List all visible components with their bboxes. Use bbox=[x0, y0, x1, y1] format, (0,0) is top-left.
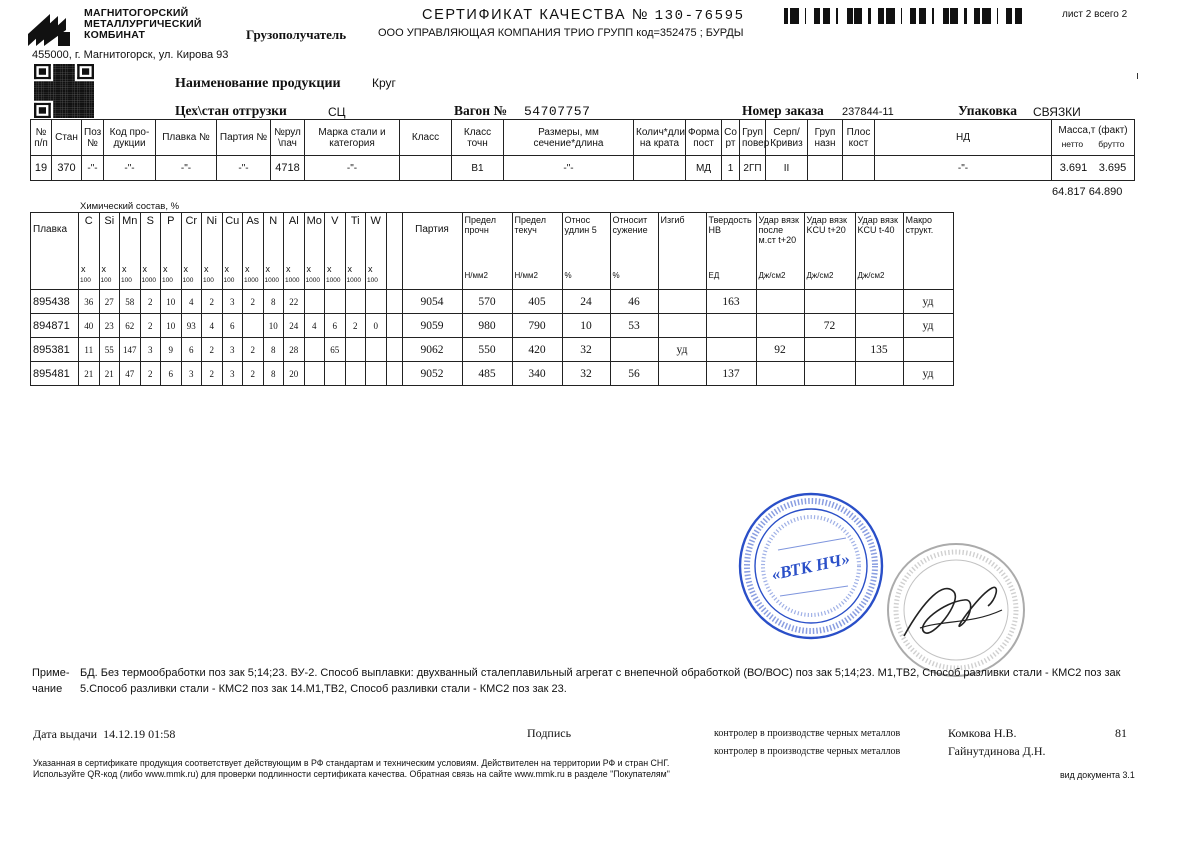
chem-col-w: W x 100 bbox=[366, 213, 387, 290]
cell-chem-cu: 3 bbox=[222, 338, 243, 362]
controller-2-name: Гайнутдинова Д.Н. bbox=[948, 744, 1046, 758]
notes-line-2: 5.Способ разливки стали - КМС2 поз зак 14.М1,ТВ2, Способ разливки стали - КМС2 поз зак 23. bbox=[80, 683, 567, 695]
company-logo bbox=[28, 6, 218, 48]
cell-tverd: 137 bbox=[706, 362, 756, 386]
cell-brutto: 3.695 bbox=[1098, 161, 1127, 174]
qr-code-icon bbox=[34, 64, 94, 118]
cell-chem-si: 55 bbox=[99, 338, 120, 362]
cell-chem-ni: 2 bbox=[202, 290, 223, 314]
pack-label: Упаковка bbox=[958, 103, 1017, 118]
col-klass: Класс bbox=[400, 120, 452, 156]
controller-1-title: контролер в производстве черных металлов bbox=[714, 728, 901, 739]
cell-partiya: 9054 bbox=[402, 290, 462, 314]
cell-izgib bbox=[658, 314, 706, 338]
signature-icon bbox=[884, 540, 1030, 678]
stamp-icon bbox=[736, 490, 886, 642]
cert-number-sign: № bbox=[631, 7, 649, 23]
issue-date-value: 14.12.19 01:58 bbox=[103, 727, 176, 741]
cell-chem-w bbox=[366, 290, 387, 314]
cell-klass bbox=[400, 156, 452, 181]
barcode-icon bbox=[784, 8, 1030, 24]
sheet-info: лист 2 всего 2 bbox=[1062, 9, 1128, 20]
cell-partiya: 9059 bbox=[402, 314, 462, 338]
chem-col-mn: Mn x 100 bbox=[120, 213, 141, 290]
cell-nd: -"- bbox=[875, 156, 1052, 181]
cell-tek: 340 bbox=[512, 362, 562, 386]
product-value: Круг bbox=[372, 76, 396, 90]
cell-mass bbox=[1052, 156, 1135, 181]
cell-chem-s: 2 bbox=[140, 290, 161, 314]
cell-chem-ti bbox=[345, 338, 366, 362]
cell-chem-cr: 93 bbox=[181, 314, 202, 338]
shop-label: Цех\стан отгрузки bbox=[175, 103, 287, 118]
cell-tek: 405 bbox=[512, 290, 562, 314]
mech-col-udar3: Удар вязк KCU t-40 Дж/см2 bbox=[855, 213, 903, 290]
cell-plavka: -"- bbox=[156, 156, 217, 181]
cell-chem-as: 2 bbox=[243, 338, 264, 362]
mech-col-udar1: Удар вязк после м.ст t+20 Дж/см2 bbox=[756, 213, 804, 290]
chem-table bbox=[30, 212, 1137, 386]
cell-partiya: 9052 bbox=[402, 362, 462, 386]
chem-col-c: C x 100 bbox=[79, 213, 100, 290]
col-sort: Со рт bbox=[722, 120, 740, 156]
signature-label: Подпись bbox=[527, 726, 572, 740]
cell-suzh: 56 bbox=[610, 362, 658, 386]
company-name-3: КОМБИНАТ bbox=[84, 29, 146, 41]
cell-chem-cr: 3 bbox=[181, 362, 202, 386]
col-num: № п/п bbox=[31, 120, 52, 156]
cell-chem-w bbox=[366, 362, 387, 386]
controller-1-name: Комкова Н.В. bbox=[948, 726, 1017, 740]
mech-col-udar2: Удар вязк KCU t+20 Дж/см2 bbox=[804, 213, 855, 290]
cell-chem-p: 9 bbox=[161, 338, 182, 362]
consignee-label: Грузополучатель bbox=[246, 27, 347, 42]
cell-partiya: -"- bbox=[217, 156, 271, 181]
chem-title: Химический состав, % bbox=[80, 201, 180, 212]
cell-suzh: 53 bbox=[610, 314, 658, 338]
cell-chem-cu: 6 bbox=[222, 314, 243, 338]
cert-title: СЕРТИФИКАТ КАЧЕСТВА bbox=[422, 7, 627, 23]
pack-value: СВЯЗКИ bbox=[1033, 105, 1081, 119]
cell-qty bbox=[634, 156, 686, 181]
cell-chem-al: 24 bbox=[284, 314, 305, 338]
mech-col-predel-pr: Предел прочн Н/мм2 bbox=[462, 213, 512, 290]
cell-chem-mn: 62 bbox=[120, 314, 141, 338]
cell-chem-w bbox=[366, 338, 387, 362]
cell-chem-v: 65 bbox=[325, 338, 346, 362]
col-code: Код про- дукции bbox=[104, 120, 156, 156]
cell-u1: 92 bbox=[756, 338, 804, 362]
table-row bbox=[31, 290, 1137, 314]
col-forma: Форма пост bbox=[686, 120, 722, 156]
cell-chem-mo bbox=[304, 290, 325, 314]
col-poz: Поз № bbox=[82, 120, 104, 156]
mech-col-otn-udl: Относ удлин 5 % bbox=[562, 213, 610, 290]
cell-chem-cr: 6 bbox=[181, 338, 202, 362]
cell-chem-n: 8 bbox=[263, 290, 284, 314]
col-rul: №рул \пач bbox=[271, 120, 305, 156]
notes-text bbox=[80, 665, 1144, 697]
cell-chem-n: 8 bbox=[263, 362, 284, 386]
cell-chem-al: 20 bbox=[284, 362, 305, 386]
cert-number: 130-76595 bbox=[654, 8, 745, 24]
mech-col-partiya: Партия bbox=[402, 213, 462, 290]
cell-pr: 485 bbox=[462, 362, 512, 386]
cell-tek: 790 bbox=[512, 314, 562, 338]
cell-chem-ti: 2 bbox=[345, 314, 366, 338]
cell-chem-s: 2 bbox=[140, 362, 161, 386]
cell-plavka: 895438 bbox=[31, 290, 79, 314]
product-label: Наименование продукции bbox=[175, 76, 341, 91]
cell-chem-v bbox=[325, 290, 346, 314]
cell-chem-v: 6 bbox=[325, 314, 346, 338]
issue-date-label: Дата выдачи bbox=[33, 727, 98, 741]
cell-chem-si: 21 bbox=[99, 362, 120, 386]
cell-chem-mn: 58 bbox=[120, 290, 141, 314]
table-row bbox=[31, 156, 1135, 181]
notes-line-1: БД. Без термообработки поз зак 5;14;23. ВУ-2. Способ выплавки: двухванный сталеплавильный агрегат с внепечной обработкой (ВО/ВОС) поз зак 5;14;23. М1,ТВ2, Способ разливки стали - КМС2 поз зак bbox=[80, 667, 1121, 679]
total-netto: 64.817 bbox=[1052, 186, 1086, 198]
cell-forma: МД bbox=[686, 156, 722, 181]
cell-u2 bbox=[804, 290, 855, 314]
chem-col-p: P x 100 bbox=[161, 213, 182, 290]
mech-col-makro: Макро структ. bbox=[903, 213, 953, 290]
mech-col-tverd: Твердость НВ ЕД bbox=[706, 213, 756, 290]
col-plavka: Плавка № bbox=[156, 120, 217, 156]
product-table bbox=[30, 119, 1135, 181]
disclaimer-2: Используйте QR-код (либо www.mmk.ru) для проверки подлинности сертификата качества. Обратная связь на сайте www.mmk.ru в разделе "Покупателям" bbox=[33, 769, 670, 779]
cell-makro: уд bbox=[903, 314, 953, 338]
cell-suzh: 46 bbox=[610, 290, 658, 314]
total-brutto: 64.890 bbox=[1088, 186, 1123, 198]
cell-udl: 24 bbox=[562, 290, 610, 314]
cell-izgib bbox=[658, 290, 706, 314]
cell-grup-pov: 2ГП bbox=[740, 156, 766, 181]
cert-title-block bbox=[422, 7, 745, 24]
cell-chem-c: 11 bbox=[79, 338, 100, 362]
cell-udl: 10 bbox=[562, 314, 610, 338]
netto-label: нетто bbox=[1061, 139, 1084, 149]
cell-makro: уд bbox=[903, 290, 953, 314]
cell-suzh bbox=[610, 338, 658, 362]
cell-izgib bbox=[658, 362, 706, 386]
cell-chem-as: 2 bbox=[243, 290, 264, 314]
cell-plosk bbox=[843, 156, 875, 181]
cell-chem-p: 6 bbox=[161, 362, 182, 386]
brutto-label: брутто bbox=[1098, 139, 1125, 149]
mass-label: Масса,т (факт) bbox=[1058, 125, 1128, 136]
mmk-logo-icon bbox=[28, 12, 74, 46]
col-sizes: Размеры, мм сечение*длина bbox=[504, 120, 634, 156]
cell-chem-ti bbox=[345, 290, 366, 314]
cell-sort: 1 bbox=[722, 156, 740, 181]
cell-u2 bbox=[804, 338, 855, 362]
wagon-value: 54707757 bbox=[524, 104, 591, 119]
chem-col-al: Al x 1000 bbox=[284, 213, 305, 290]
cell-udl: 32 bbox=[562, 362, 610, 386]
cell-chem-n: 10 bbox=[263, 314, 284, 338]
cell-pr: 570 bbox=[462, 290, 512, 314]
cell-u2: 72 bbox=[804, 314, 855, 338]
wagon-label: Вагон № bbox=[454, 103, 508, 118]
doc-type: вид документа 3.1 bbox=[1060, 770, 1135, 780]
cell-chem-c: 21 bbox=[79, 362, 100, 386]
stamp-center-text: «ВТК НЧ» bbox=[769, 548, 852, 585]
col-stan: Стан bbox=[52, 120, 82, 156]
col-partiya: Партия № bbox=[217, 120, 271, 156]
cell-u3 bbox=[855, 314, 903, 338]
cell-chem-mn: 147 bbox=[120, 338, 141, 362]
cell-chem-mo bbox=[304, 338, 325, 362]
cell-chem-v bbox=[325, 362, 346, 386]
col-nd: НД bbox=[875, 120, 1052, 156]
cell-izgib: уд bbox=[658, 338, 706, 362]
company-name-1: МАГНИТОГОРСКИЙ bbox=[84, 7, 189, 19]
cell-chem-cu: 3 bbox=[222, 290, 243, 314]
cell-u1 bbox=[756, 362, 804, 386]
cell-plavka: 895481 bbox=[31, 362, 79, 386]
chem-col-cu: Cu x 100 bbox=[222, 213, 243, 290]
disclaimer-1: Указанная в сертификате продукция соответствует действующим в РФ стандартам и техническим условиям. Действителен на территории РФ и стран СНГ. bbox=[33, 758, 670, 768]
chem-col-si: Si x 100 bbox=[99, 213, 120, 290]
cell-chem-si: 23 bbox=[99, 314, 120, 338]
cell-code: -"- bbox=[104, 156, 156, 181]
cell-chem-c: 36 bbox=[79, 290, 100, 314]
cell-chem-cu: 3 bbox=[222, 362, 243, 386]
cell-pr: 550 bbox=[462, 338, 512, 362]
cell-chem-si: 27 bbox=[99, 290, 120, 314]
cell-udl: 32 bbox=[562, 338, 610, 362]
cell-plavka: 894871 bbox=[31, 314, 79, 338]
chem-col-s: S x 1000 bbox=[140, 213, 161, 290]
cell-klass-t: В1 bbox=[452, 156, 504, 181]
cell-u1 bbox=[756, 314, 804, 338]
cell-chem-cr: 4 bbox=[181, 290, 202, 314]
cell-chem-ni: 2 bbox=[202, 362, 223, 386]
cell-poz: -"- bbox=[82, 156, 104, 181]
cell-grup-naz bbox=[808, 156, 843, 181]
cell-chem-ni: 4 bbox=[202, 314, 223, 338]
cell-chem-al: 28 bbox=[284, 338, 305, 362]
chem-col-cr: Cr x 100 bbox=[181, 213, 202, 290]
chem-col-ni: Ni x 100 bbox=[202, 213, 223, 290]
company-address: 455000, г. Магнитогорск, ул. Кирова 93 bbox=[32, 49, 229, 61]
cell-chem-c: 40 bbox=[79, 314, 100, 338]
chem-col-as: As x 1000 bbox=[243, 213, 264, 290]
cell-marka: -"- bbox=[305, 156, 400, 181]
consignee-value: ООО УПРАВЛЯЮЩАЯ КОМПАНИЯ ТРИО ГРУПП код=352475 ; БУРДЫ bbox=[378, 27, 744, 39]
cell-tverd bbox=[706, 314, 756, 338]
cell-chem-mo: 4 bbox=[304, 314, 325, 338]
chem-col-v: V x 1000 bbox=[325, 213, 346, 290]
issue-date bbox=[33, 727, 175, 742]
cell-plavka: 895381 bbox=[31, 338, 79, 362]
cell-chem-s: 3 bbox=[140, 338, 161, 362]
chem-col-n: N x 1000 bbox=[263, 213, 284, 290]
col-grup-naz: Груп назн bbox=[808, 120, 843, 156]
order-label: Номер заказа bbox=[742, 103, 824, 118]
table-row bbox=[31, 338, 1137, 362]
cell-u3 bbox=[855, 290, 903, 314]
mech-col-izgib: Изгиб bbox=[658, 213, 706, 290]
cell-chem-p: 10 bbox=[161, 314, 182, 338]
cell-u2 bbox=[804, 362, 855, 386]
cell-pr: 980 bbox=[462, 314, 512, 338]
cell-tek: 420 bbox=[512, 338, 562, 362]
chem-col-plavka: Плавка bbox=[31, 213, 79, 290]
cell-u1 bbox=[756, 290, 804, 314]
cell-chem-al: 22 bbox=[284, 290, 305, 314]
controller-2-title: контролер в производстве черных металлов bbox=[714, 746, 901, 757]
shop-value: СЦ bbox=[328, 105, 346, 119]
col-marka: Марка стали и категория bbox=[305, 120, 400, 156]
cell-partiya: 9062 bbox=[402, 338, 462, 362]
col-klass-t: Класс точн bbox=[452, 120, 504, 156]
col-qty: Колич*дли на крата bbox=[634, 120, 686, 156]
cell-chem-s: 2 bbox=[140, 314, 161, 338]
company-name-2: МЕТАЛЛУРГИЧЕСКИЙ bbox=[84, 18, 202, 30]
cell-chem-as: 2 bbox=[243, 362, 264, 386]
col-plosk: Плос кост bbox=[843, 120, 875, 156]
cell-tverd bbox=[706, 338, 756, 362]
chem-col-mo: Mo x 1000 bbox=[304, 213, 325, 290]
cell-num: 19 bbox=[31, 156, 52, 181]
cell-chem-ni: 2 bbox=[202, 338, 223, 362]
cell-makro: уд bbox=[903, 362, 953, 386]
cell-chem-w: 0 bbox=[366, 314, 387, 338]
chem-col-ti: Ti x 1000 bbox=[345, 213, 366, 290]
col-serp: Серп/ Кривиз bbox=[766, 120, 808, 156]
mech-col-otn-suzh: Относит сужение % bbox=[610, 213, 658, 290]
cell-chem-as bbox=[243, 314, 264, 338]
table-row bbox=[31, 314, 1137, 338]
notes-label: Приме- чание bbox=[32, 667, 70, 695]
cell-sizes: -"- bbox=[504, 156, 634, 181]
mass-total bbox=[1052, 186, 1122, 198]
cell-tverd: 163 bbox=[706, 290, 756, 314]
cell-netto: 3.691 bbox=[1059, 161, 1088, 174]
cell-chem-p: 10 bbox=[161, 290, 182, 314]
cell-chem-ti bbox=[345, 362, 366, 386]
cell-chem-n: 8 bbox=[263, 338, 284, 362]
cell-chem-mn: 47 bbox=[120, 362, 141, 386]
col-mass bbox=[1052, 120, 1135, 156]
cell-chem-mo bbox=[304, 362, 325, 386]
col-grup-pov: Груп повер bbox=[740, 120, 766, 156]
cell-serp: II bbox=[766, 156, 808, 181]
page-number: 81 bbox=[1115, 726, 1127, 740]
table-row bbox=[31, 362, 1137, 386]
cell-u3: 135 bbox=[855, 338, 903, 362]
mech-col-predel-tek: Предел текуч Н/мм2 bbox=[512, 213, 562, 290]
cell-rul: 4718 bbox=[271, 156, 305, 181]
order-value: 237844-11 bbox=[842, 106, 894, 118]
cell-makro bbox=[903, 338, 953, 362]
cell-stan: 370 bbox=[52, 156, 82, 181]
cell-u3 bbox=[855, 362, 903, 386]
